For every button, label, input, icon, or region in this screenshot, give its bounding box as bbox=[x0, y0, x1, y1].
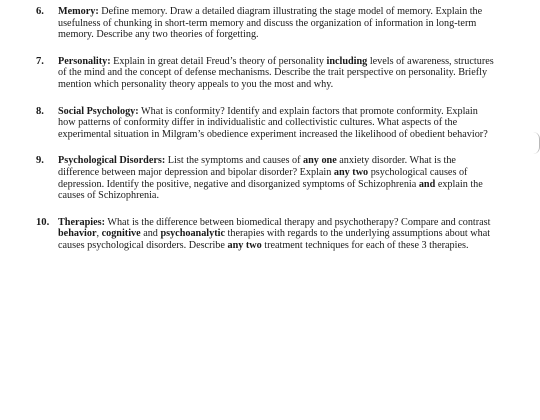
question-title: Psychological Disorders: bbox=[58, 155, 166, 167]
question-number: 10. bbox=[36, 216, 50, 228]
question-body bbox=[58, 6, 496, 41]
question-body bbox=[58, 56, 496, 91]
question-text: explain the causes of Schizophrenia. bbox=[58, 178, 483, 202]
question-title: Personality: bbox=[58, 55, 111, 67]
question-text: therapies with regards to the underlying assumptions about what causes psychological disorders. Describe bbox=[58, 228, 491, 251]
question-number: 9. bbox=[36, 155, 44, 167]
question-10 bbox=[36, 217, 496, 252]
question-number: 6. bbox=[36, 6, 44, 17]
emphasis-text: including bbox=[326, 55, 368, 67]
question-7 bbox=[36, 56, 496, 91]
question-text: List the symptoms and causes of bbox=[165, 155, 304, 167]
emphasis-text: any two bbox=[227, 239, 262, 251]
emphasis-text: behavior bbox=[58, 228, 97, 240]
question-text: Explain in great detail Freud’s theory of personality bbox=[110, 55, 327, 67]
question-text: What is the difference between biomedical therapy and psychotherapy? Compare and contrast bbox=[104, 216, 491, 228]
emphasis-text: any two bbox=[333, 166, 369, 178]
question-text: What is conformity? Identify and explain factors that promote conformity. Explain how patterns of conformity differ in individualistic and collectivistic cultures. What aspects of the experimental situation in Milgram’s obedience experiment increased the likelihood of obedient behavior? bbox=[58, 105, 488, 140]
question-text: levels of awareness, structures of the mind and the concept of defense mechanisms. Describe the trait perspective on personality. Briefly mention which personality theory appeals to you the most and why. bbox=[58, 55, 494, 90]
question-body bbox=[58, 217, 496, 252]
scroll-handle[interactable] bbox=[533, 132, 540, 154]
question-number: 8. bbox=[36, 105, 44, 117]
emphasis-text: cognitive bbox=[101, 228, 141, 240]
question-title: Memory: bbox=[58, 6, 99, 17]
question-title: Social Psychology: bbox=[58, 105, 139, 117]
emphasis-text: any one bbox=[303, 155, 337, 167]
question-text: Define memory. Draw a detailed diagram illustrating the stage model of memory. Explain the usefulness of chunking in short-term memory and discuss the organization of information in long-term memory. Describe any two theories of forgetting. bbox=[58, 6, 483, 41]
question-text: anxiety disorder. What is the difference between major depression and bipolar disorder? Explain bbox=[58, 155, 456, 178]
question-text: psychological causes of depression. Identify the positive, negative and disorganized symptoms of Schizophrenia bbox=[58, 166, 468, 190]
question-text: , bbox=[96, 228, 102, 240]
question-title: Therapies: bbox=[58, 216, 105, 228]
question-number: 7. bbox=[36, 55, 44, 67]
question-6 bbox=[36, 6, 496, 41]
question-9 bbox=[36, 155, 496, 201]
question-body bbox=[58, 155, 496, 201]
document-page bbox=[36, 6, 496, 267]
question-text: treatment techniques for each of these 3 therapies. bbox=[261, 239, 469, 251]
question-8 bbox=[36, 106, 496, 141]
emphasis-text: psychoanalytic bbox=[160, 228, 225, 240]
question-body bbox=[58, 106, 496, 141]
emphasis-text: and bbox=[418, 178, 436, 190]
question-text: and bbox=[140, 228, 161, 240]
